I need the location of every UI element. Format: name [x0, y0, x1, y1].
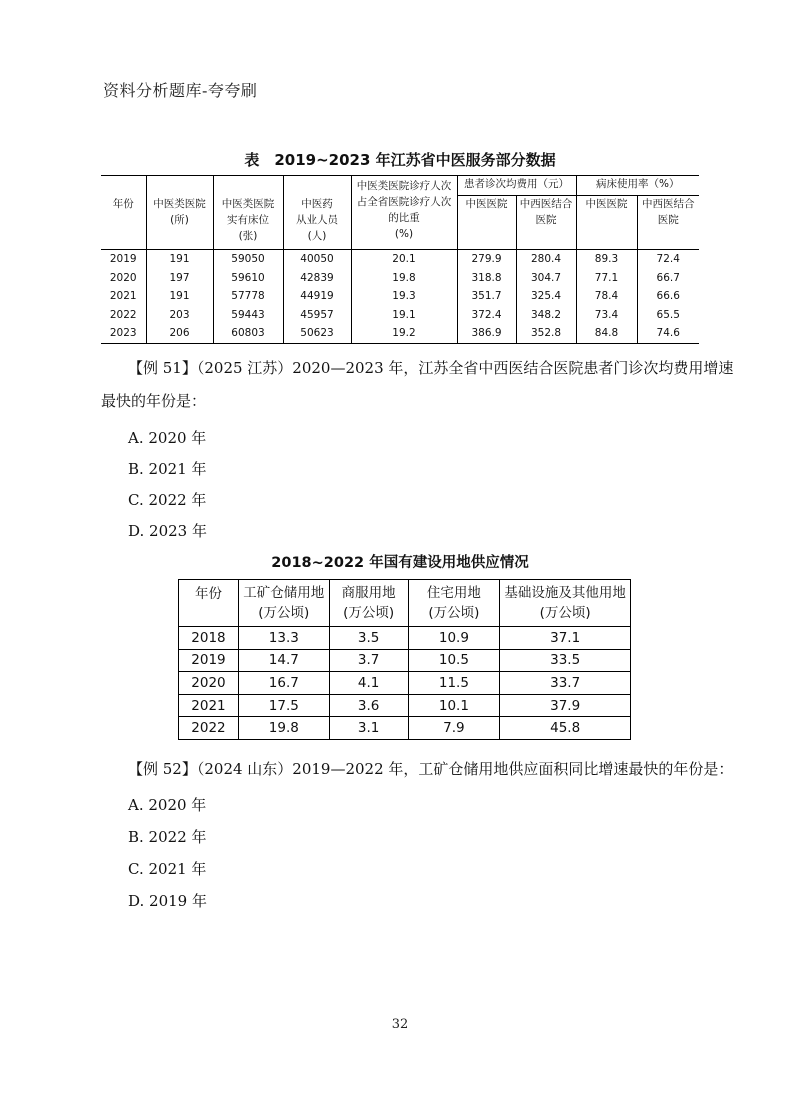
table2: [178, 579, 631, 740]
q51-option-c[interactable]: C. 2022 年: [128, 491, 207, 509]
table2-title: 2018~2022 年国有建设用地供应情况: [271, 555, 529, 571]
table-row: 2019 191 59050 40050 20.1 279.9 280.4 89.3 72.4: [101, 250, 699, 269]
q51-line1: 【例 51】（2025 江苏）2020—2023 年，江苏全省中西医结合医院患者门诊次均费用增速: [128, 359, 734, 377]
t2-col-year: 年份: [179, 580, 239, 627]
table1-title: 表 2019~2023 年江苏省中医服务部分数据: [244, 151, 556, 169]
q51-option-d[interactable]: D. 2023 年: [128, 522, 207, 540]
t1-col-hosp: 中医类医院 (所): [146, 176, 213, 250]
q51-line2: 最快的年份是：: [101, 392, 207, 410]
t2-col-residential: 住宅用地 (万公顷): [408, 580, 500, 627]
q52-option-c[interactable]: C. 2021 年: [128, 860, 207, 878]
table-row: 2021 191 57778 44919 19.3 351.7 325.4 78.4 66.6: [101, 287, 699, 306]
q52-line1: 【例 52】（2024 山东）2019—2022 年，工矿仓储用地供应面积同比增速最快的年份是：: [128, 760, 734, 778]
t2-col-industrial: 工矿仓储用地 (万公顷): [238, 580, 329, 627]
table-row: 2018 13.3 3.5 10.9 37.1: [179, 627, 631, 650]
t1-col-ratio: 中医类医院诊疗人次 占全省医院诊疗人次 的比重 (%): [351, 176, 457, 250]
t2-col-commercial: 商服用地 (万公顷): [329, 580, 408, 627]
q52-option-d[interactable]: D. 2019 年: [128, 892, 207, 910]
table-row: 2023 206 60803 50623 19.2 386.9 352.8 84.8 74.6: [101, 324, 699, 343]
q51-option-a[interactable]: A. 2020 年: [128, 429, 207, 447]
t1-sub-integ-fee: 中西医结合 医院: [516, 196, 576, 250]
t1-sub-tcm-fee: 中医医院: [457, 196, 516, 250]
table-row: 2020 16.7 4.1 11.5 33.7: [179, 672, 631, 695]
t1-col-beds: 中医类医院 实有床位 (张): [213, 176, 283, 250]
page-header: 资料分析题库-夸夸刷: [103, 81, 258, 100]
table-row: 2020 197 59610 42839 19.8 318.8 304.7 77.1 66.7: [101, 269, 699, 288]
page-number: 32: [391, 1017, 409, 1032]
table-row: 2019 14.7 3.7 10.5 33.5: [179, 649, 631, 672]
table-row: 2021 17.5 3.6 10.1 37.9: [179, 694, 631, 717]
t1-sub-integ-bed: 中西医结合 医院: [637, 196, 699, 250]
table-row: 2022 19.8 3.1 7.9 45.8: [179, 717, 631, 740]
table1: [101, 175, 699, 344]
q51-option-b[interactable]: B. 2021 年: [128, 460, 207, 478]
t1-col-year: 年份: [101, 176, 146, 250]
q52-option-a[interactable]: A. 2020 年: [128, 796, 207, 814]
t1-group-bed: 病床使用率（%）: [576, 176, 699, 196]
t1-group-fee: 患者诊次均费用（元）: [457, 176, 576, 196]
q52-option-b[interactable]: B. 2022 年: [128, 828, 207, 846]
t1-col-staff: 中医药 从业人员 (人): [283, 176, 351, 250]
table-row: 2022 203 59443 45957 19.1 372.4 348.2 73.4 65.5: [101, 306, 699, 325]
t1-sub-tcm-bed: 中医医院: [576, 196, 637, 250]
t2-col-infrastructure: 基础设施及其他用地 (万公顷): [500, 580, 631, 627]
